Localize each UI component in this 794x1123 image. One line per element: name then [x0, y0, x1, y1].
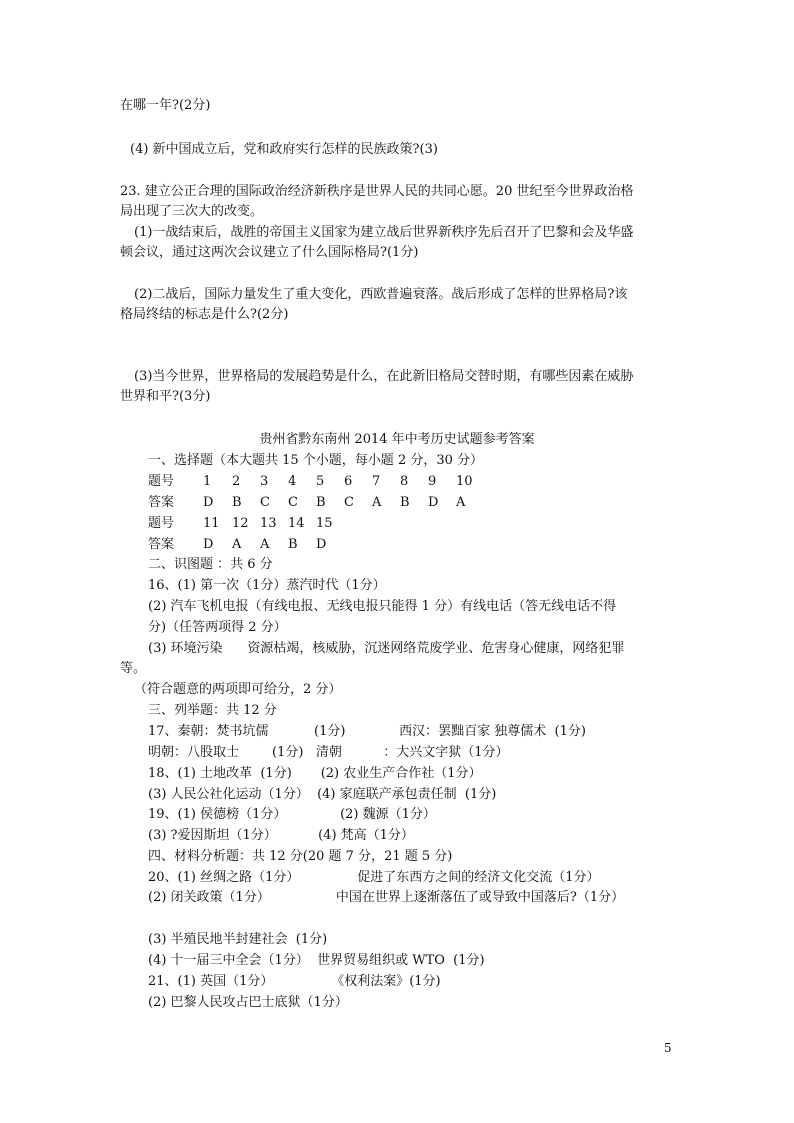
row4-cell: D	[203, 537, 214, 552]
row1-cell: 5	[316, 474, 325, 489]
answer-18-2: (3) 人民公社化运动（1分） (4) 家庭联产承包责任制 (1分)	[148, 787, 497, 802]
q23-part2-line1: (2)二战后，国际力量发生了重大变化，西欧普遍衰落。战后形成了怎样的世界格局?该	[134, 287, 628, 302]
row1-label: 题号	[148, 474, 175, 489]
section3-heading: 三、列举题：共 12 分	[148, 703, 277, 718]
row3-cell: 15	[316, 516, 333, 531]
q23-intro-line2: 局出现了三次大的改变。	[120, 204, 264, 219]
row1-cell: 6	[344, 474, 353, 489]
q23-part1-line1: (1)一战结束后，战胜的帝国主义国家为建立战后世界新秩序先后召开了巴黎和会及华盛	[134, 225, 634, 240]
row2-cell: C	[344, 495, 354, 510]
section2-heading: 二、识图题 ：共 6 分	[148, 557, 273, 572]
row3-cell: 13	[260, 516, 277, 531]
row2-cell: A	[456, 495, 466, 510]
page-number: 5	[664, 1041, 672, 1055]
answer-16-3-line1: (3) 环境污染 资源枯竭，核威胁，沉迷网络荒废学业、危害身心健康，网络犯罪	[148, 641, 625, 656]
answer-20-3: (3) 半殖民地半封建社会 (1分)	[148, 932, 328, 947]
row3-label: 题号	[148, 516, 175, 531]
row2-cell: C	[288, 495, 298, 510]
q23-intro-line1: 23. 建立公正合理的国际政治经济新秩序是世界人民的共同心愿。20 世纪至今世界政治格	[120, 184, 634, 199]
row4-cell: B	[288, 537, 298, 552]
answer-20-4: (4) 十一届三中全会（1分） 世界贸易组织或 WTO (1分)	[148, 953, 485, 968]
answer-19-1: 19、(1) 侯德榜（1分） (2) 魏源（1分）	[148, 807, 436, 822]
row1-cell: 1	[203, 474, 212, 489]
row1-cell: 9	[428, 474, 437, 489]
row1-cell: 4	[288, 474, 297, 489]
row4-cell: A	[232, 537, 242, 552]
row2-label: 答案	[148, 495, 175, 510]
q23-part1-line2: 顿会议，通过这两次会议建立了什么国际格局?(1分)	[120, 245, 419, 260]
answer-17-2: 明朝：八股取士 (1分) 清朝 ：大兴文字狱（1分）	[148, 745, 509, 760]
row3-cell: 12	[232, 516, 249, 531]
answer-18-1: 18、(1) 土地改革 (1分) (2) 农业生产合作社（1分）	[148, 766, 482, 781]
row1-cell: 8	[400, 474, 409, 489]
row2-cell: A	[372, 495, 382, 510]
section4-heading: 四、材料分析题：共 12 分(20 题 7 分，21 题 5 分)	[148, 849, 453, 864]
row1-cell: 3	[260, 474, 269, 489]
q22-part4: (4) 新中国成立后，党和政府实行怎样的民族政策?(3)	[130, 142, 438, 157]
answer-21-2: (2) 巴黎人民攻占巴士底狱（1分）	[148, 995, 348, 1010]
row3-cell: 11	[203, 516, 220, 531]
answer-16-2-line2: 分)（任答两项得 2 分）	[148, 620, 287, 635]
row3-cell: 14	[288, 516, 305, 531]
row2-cell: B	[232, 495, 242, 510]
answer-16-2-line1: (2) 汽车飞机电报（有线电报、无线电报只能得 1 分）有线电话（答无线电话不得	[148, 599, 617, 614]
row4-cell: A	[260, 537, 270, 552]
section1-heading: 一、选择题（本大题共 15 个小题，每小题 2 分，30 分）	[148, 453, 484, 468]
answer-19-2: (3) ?爱因斯坦（1分） (4) 梵高（1分）	[148, 828, 414, 843]
row1-cell: 10	[456, 474, 473, 489]
row4-label: 答案	[148, 537, 175, 552]
q23-part3-line2: 世界和平?(3分)	[120, 389, 211, 404]
row2-cell: B	[316, 495, 326, 510]
answer-key-title: 贵州省黔东南州 2014 年中考历史试题参考答案	[259, 432, 535, 447]
q23-part2-line2: 格局终结的标志是什么?(2分)	[120, 307, 289, 322]
row2-cell: C	[260, 495, 270, 510]
answer-17-1: 17、秦朝：焚书坑儒 (1分) 西汉：罢黜百家 独尊儒术 (1分)	[148, 724, 586, 739]
row2-cell: B	[400, 495, 410, 510]
answer-21-1: 21、(1) 英国（1分） 《权利法案》(1分)	[148, 974, 441, 989]
answer-20-2: (2) 闭关政策（1分） 中国在世界上逐渐落伍了或导致中国落后?（1分）	[148, 890, 625, 905]
q22-tail: 在哪一年?(2分)	[120, 98, 211, 113]
answer-16-note: （符合题意的两项即可给分，2 分）	[134, 682, 342, 697]
row1-cell: 2	[232, 474, 241, 489]
row2-cell: D	[428, 495, 439, 510]
answer-20-1: 20、(1) 丝绸之路（1分） 促进了东西方之间的经济文化交流（1分）	[148, 870, 600, 885]
row1-cell: 7	[372, 474, 381, 489]
answer-16-3-line2: 等。	[120, 661, 147, 676]
row2-cell: D	[203, 495, 214, 510]
row4-cell: D	[316, 537, 327, 552]
q23-part3-line1: (3)当今世界，世界格局的发展趋势是什么，在此新旧格局交替时期，有哪些因素在威胁	[134, 369, 634, 384]
answer-16-1: 16、(1) 第一次（1分）蒸汽时代（1分）	[148, 578, 386, 593]
